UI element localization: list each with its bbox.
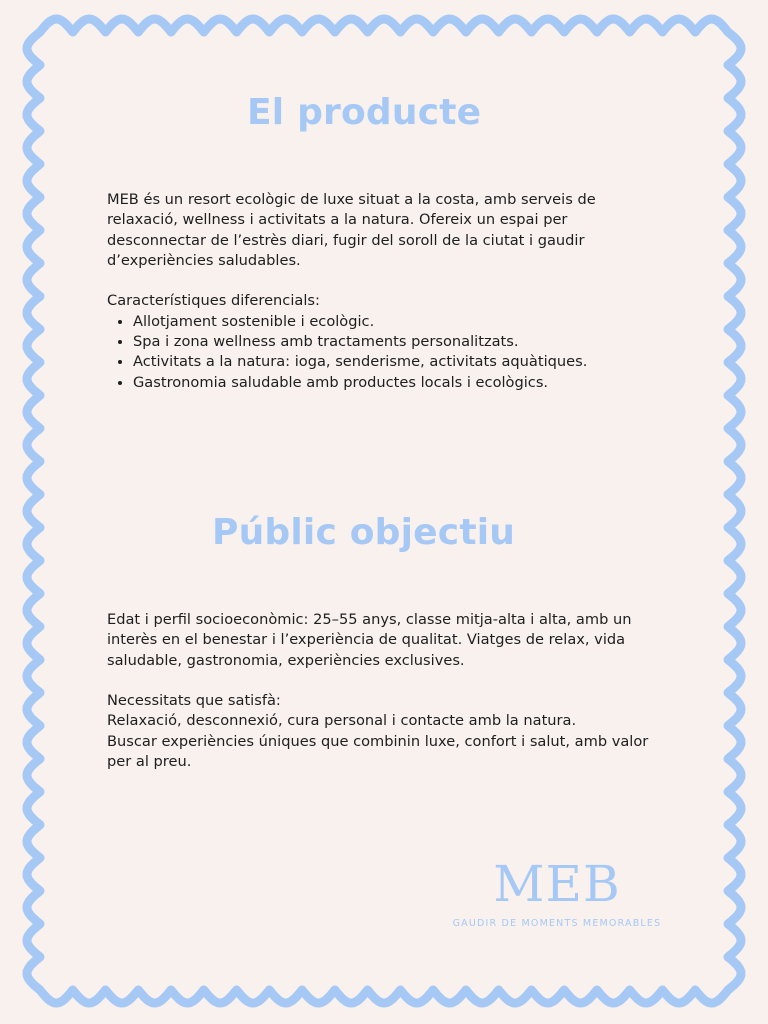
features-list xyxy=(107,312,667,393)
feature-item: • Gastronomia saludable amb productes locals i ecològics. xyxy=(133,373,667,393)
feature-item: • Spa i zona wellness amb tractaments personalitzats. xyxy=(133,332,667,352)
brand-logo xyxy=(440,854,674,929)
need-item: Buscar experiències úniques que combinin luxe, confort i salut, amb valor per al preu. xyxy=(107,732,649,771)
product-title: El producte xyxy=(247,92,482,133)
feature-item: • Allotjament sostenible i ecològic. xyxy=(133,312,667,332)
needs-heading: Necessitats que satisfà: xyxy=(107,692,281,710)
audience-section xyxy=(107,610,667,772)
features-heading: Característiques diferencials: xyxy=(107,292,320,310)
audience-profile: Edat i perfil socioeconòmic: 25–55 anys, classe mitja-alta i alta, amb un interès en el benestar i l’experiència de qualitat. Viatges de relax, vida saludable, gastronomia, experiències exclusives. xyxy=(107,611,632,669)
audience-title: Públic objectiu xyxy=(212,512,516,553)
logo-tagline: GAUDIR DE MOMENTS MEMORABLES xyxy=(452,918,662,929)
feature-item: • Activitats a la natura: ioga, senderisme, activitats aquàtiques. xyxy=(133,352,667,372)
need-item: Relaxació, desconnexió, cura personal i contacte amb la natura. xyxy=(107,712,577,730)
product-intro: MEB és un resort ecològic de luxe situat a la costa, amb serveis de relaxació, wellness i activitats a la natura. Ofereix un espai per desconnectar de l’estrès diari, fugir del soroll de la ciutat i gaudir d’experiències saludables. xyxy=(107,191,596,269)
logo-name: MEB xyxy=(493,855,621,913)
product-section xyxy=(107,190,667,393)
